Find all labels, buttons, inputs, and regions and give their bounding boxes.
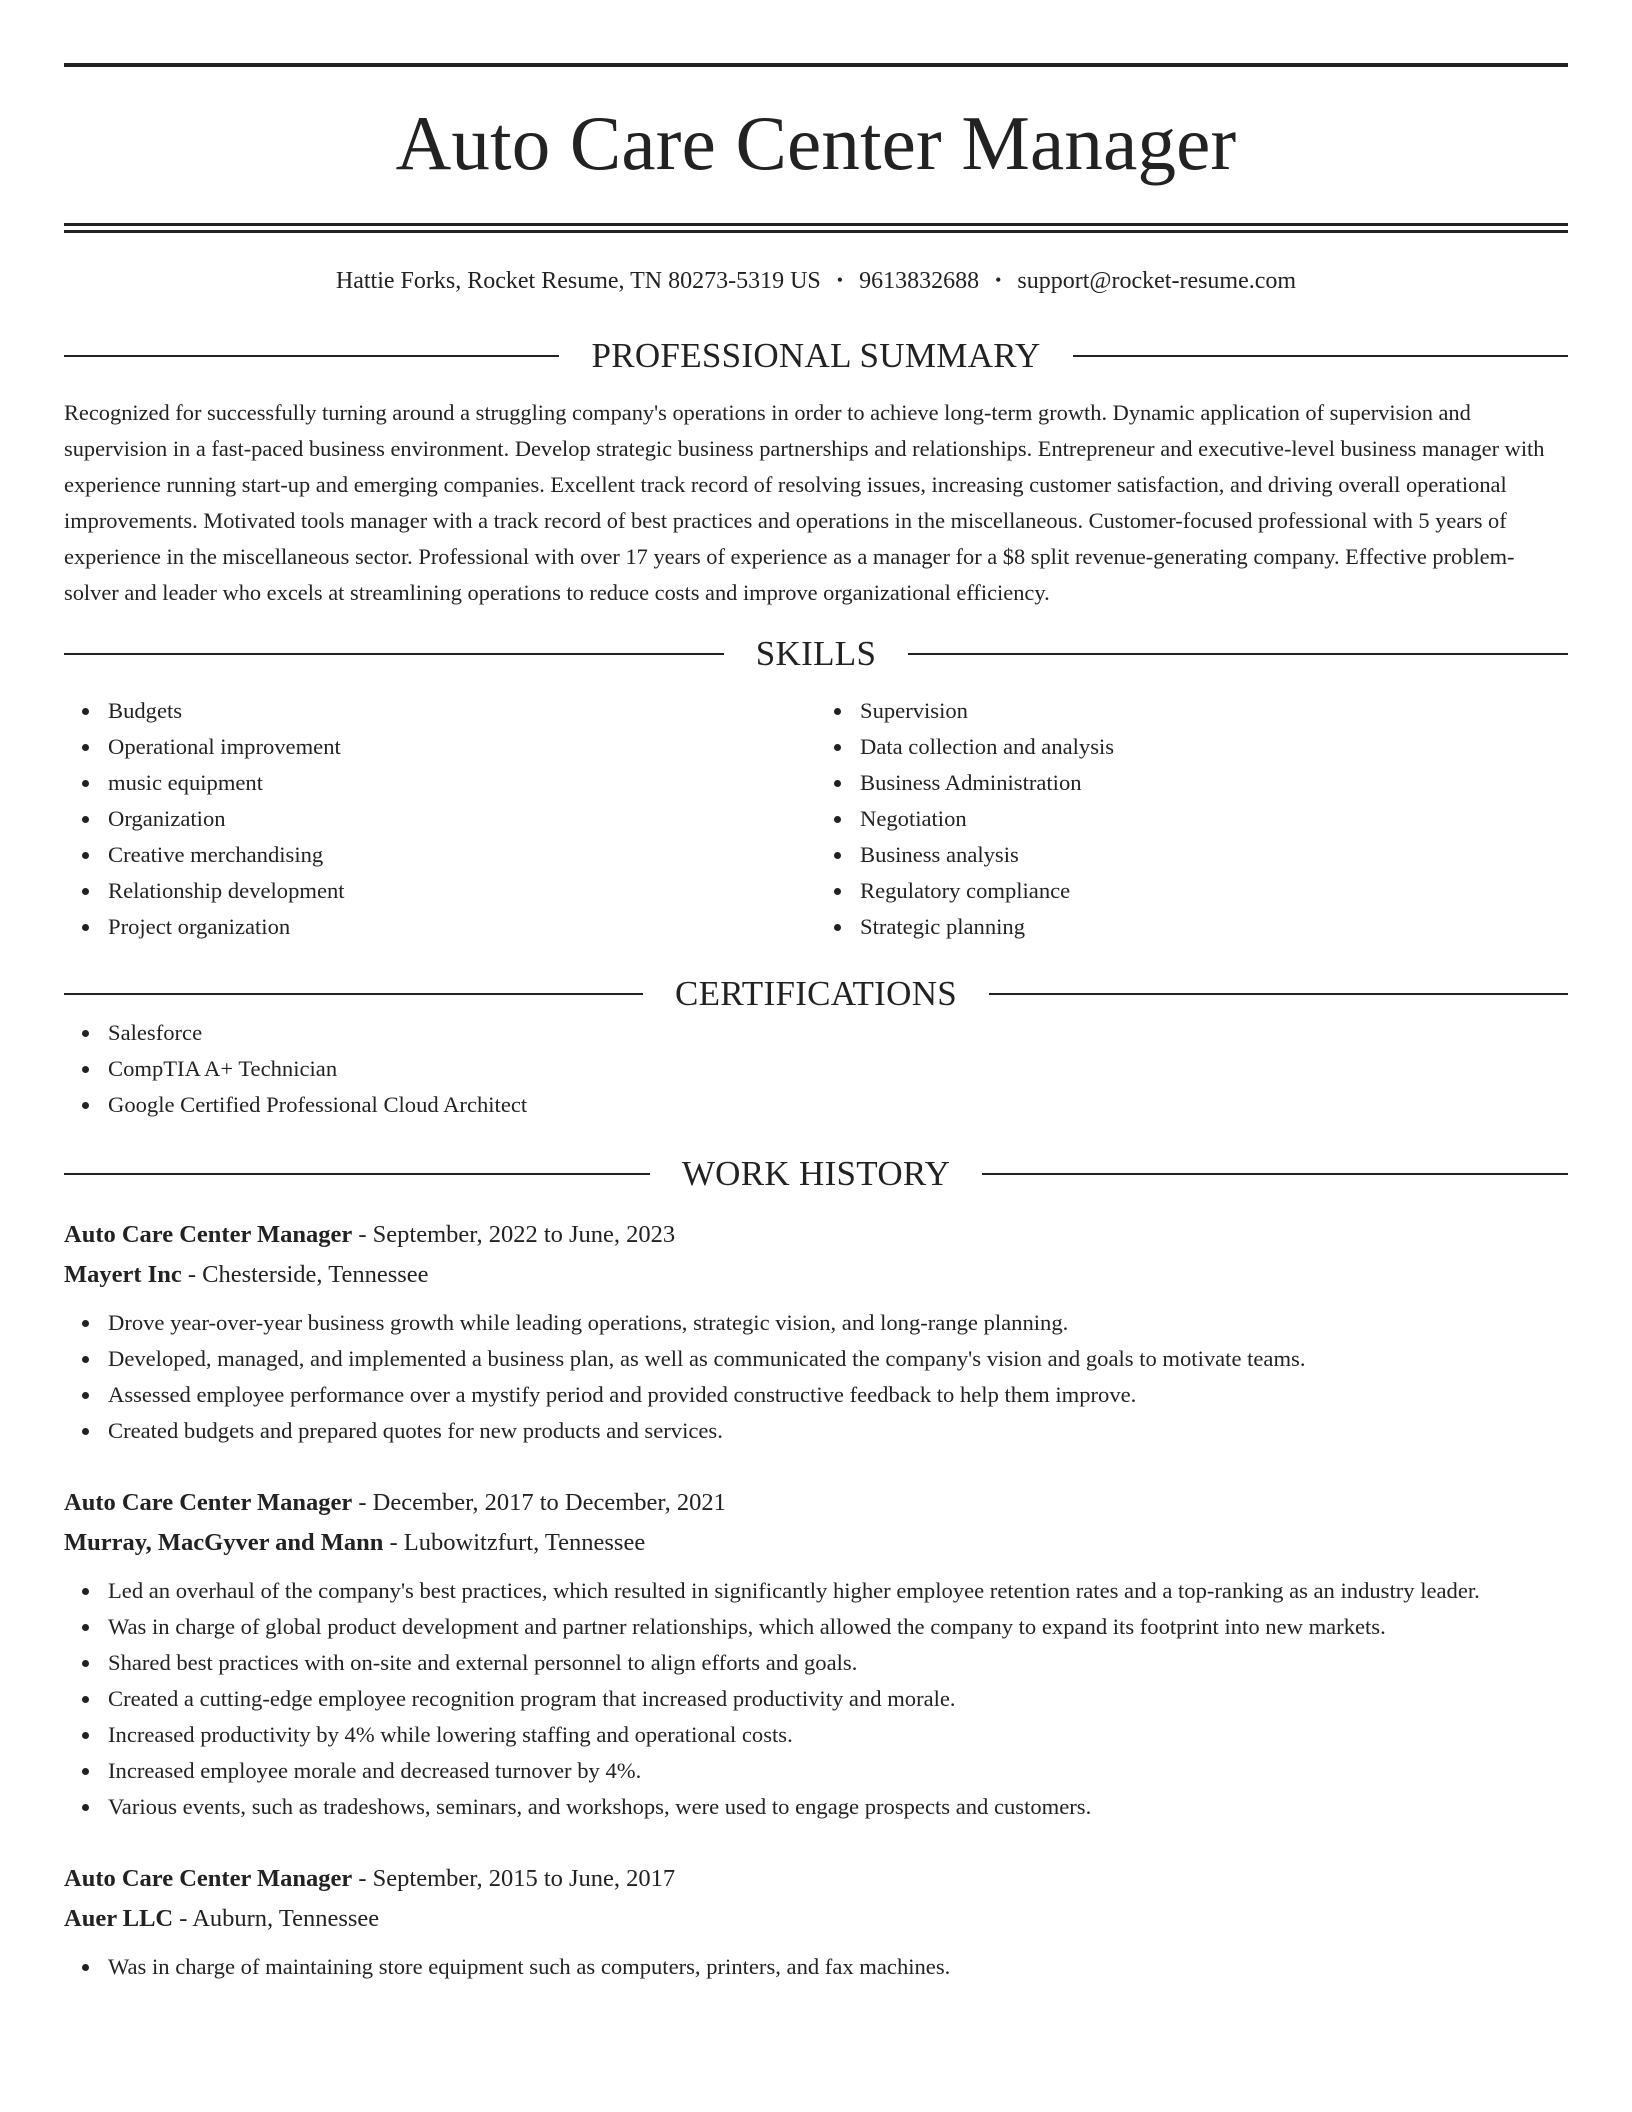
job-entry bbox=[64, 1483, 1568, 1825]
work-history-list bbox=[64, 1215, 1568, 1985]
top-rule bbox=[64, 63, 1568, 67]
job-company: Auer LLC bbox=[64, 1905, 174, 1932]
skill-item: Project organization bbox=[108, 909, 816, 945]
job-bullets bbox=[64, 1573, 1568, 1825]
skill-item: Strategic planning bbox=[860, 909, 1568, 945]
skill-item: Operational improvement bbox=[108, 729, 816, 765]
section-title-work-history: WORK HISTORY bbox=[681, 1154, 951, 1193]
summary-paragraph: Recognized for successfully turning around a struggling company's operations in order to achieve long-term growth. Dynamic application of supervision and supervision in a fast-paced business environment. Develop strategic business partnerships and relationships. Entrepreneur and executive-level business manager with experience running start-up and emerging companies. Excellent track record of resolving issues, increasing customer satisfaction, and driving overall operational improvements. Motivated tools manager with a track record of best practices and operations in the miscellaneous. Customer-focused professional with 5 years of experience in the miscellaneous sector. Professional with over 17 years of experience as a manager for a $8 split revenue-generating company. Effective problem-solver and leader who excels at streamlining operations to reduce costs and improve organizational efficiency. bbox=[64, 400, 1545, 605]
job-bullet: Developed, managed, and implemented a business plan, as well as communicated the company's vision and goals to motivate teams. bbox=[108, 1341, 1568, 1377]
heading-rule-right bbox=[1073, 355, 1568, 357]
contact-email: support@rocket-resume.com bbox=[1017, 268, 1297, 294]
job-bullets bbox=[64, 1949, 1568, 1985]
section-title-certifications: CERTIFICATIONS bbox=[674, 974, 958, 1013]
heading-rule-left bbox=[64, 1173, 650, 1175]
contact-line bbox=[64, 267, 1568, 295]
job-bullet: Created budgets and prepared quotes for new products and services. bbox=[108, 1413, 1568, 1449]
job-bullet: Drove year-over-year business growth while leading operations, strategic vision, and long-range planning. bbox=[108, 1305, 1568, 1341]
heading-rule-left bbox=[64, 993, 643, 995]
job-title-line bbox=[64, 1859, 1568, 1899]
job-company-line bbox=[64, 1523, 1568, 1563]
title-double-rule bbox=[64, 223, 1568, 233]
job-bullet: Was in charge of global product development and partner relationships, which allowed the company to expand its footprint into new markets. bbox=[108, 1609, 1568, 1645]
job-bullet: Was in charge of maintaining store equipment such as computers, printers, and fax machines. bbox=[108, 1949, 1568, 1985]
section-heading-work-history bbox=[64, 1153, 1568, 1195]
heading-rule-left bbox=[64, 653, 724, 655]
job-position: Auto Care Center Manager bbox=[64, 1489, 353, 1516]
contact-separator: • bbox=[836, 270, 844, 290]
contact-separator: • bbox=[995, 270, 1002, 290]
job-dates: - September, 2015 to June, 2017 bbox=[352, 1865, 676, 1892]
job-company: Mayert Inc bbox=[64, 1261, 182, 1288]
section-title-summary: PROFESSIONAL SUMMARY bbox=[591, 336, 1041, 375]
job-bullet: Shared best practices with on-site and external personnel to align efforts and goals. bbox=[108, 1645, 1568, 1681]
heading-rule-right bbox=[982, 1173, 1568, 1175]
heading-rule-right bbox=[989, 993, 1568, 995]
skills-columns bbox=[64, 693, 1568, 945]
certification-item: Salesforce bbox=[108, 1015, 1568, 1051]
job-title-line bbox=[64, 1215, 1568, 1255]
skill-item: Data collection and analysis bbox=[860, 729, 1568, 765]
section-heading-certifications bbox=[64, 973, 1568, 1015]
job-dates: - December, 2017 to December, 2021 bbox=[352, 1489, 726, 1516]
job-company-line bbox=[64, 1899, 1568, 1939]
job-entry bbox=[64, 1859, 1568, 1985]
skill-item: Budgets bbox=[108, 693, 816, 729]
job-bullet: Created a cutting-edge employee recognition program that increased productivity and morale. bbox=[108, 1681, 1568, 1717]
skill-item: Creative merchandising bbox=[108, 837, 816, 873]
contact-phone: 9613832688 bbox=[859, 268, 980, 294]
job-bullets bbox=[64, 1305, 1568, 1449]
job-location: - Chesterside, Tennessee bbox=[181, 1261, 429, 1288]
resume-title: Auto Care Center Manager bbox=[395, 100, 1237, 186]
certification-item: CompTIA A+ Technician bbox=[108, 1051, 1568, 1087]
job-bullet: Assessed employee performance over a mystify period and provided constructive feedback to help them improve. bbox=[108, 1377, 1568, 1413]
skill-item: Organization bbox=[108, 801, 816, 837]
skill-item: Relationship development bbox=[108, 873, 816, 909]
job-entry bbox=[64, 1215, 1568, 1449]
skills-list-right bbox=[816, 693, 1568, 945]
job-bullet: Increased employee morale and decreased turnover by 4%. bbox=[108, 1753, 1568, 1789]
skill-item: Business Administration bbox=[860, 765, 1568, 801]
heading-rule-left bbox=[64, 355, 559, 357]
job-position: Auto Care Center Manager bbox=[64, 1221, 353, 1248]
heading-rule-right bbox=[908, 653, 1568, 655]
certification-item: Google Certified Professional Cloud Architect bbox=[108, 1087, 1568, 1123]
job-bullet: Increased productivity by 4% while lowering staffing and operational costs. bbox=[108, 1717, 1568, 1753]
skill-item: Business analysis bbox=[860, 837, 1568, 873]
skills-list-left bbox=[64, 693, 816, 945]
job-location: - Auburn, Tennessee bbox=[173, 1905, 380, 1932]
job-bullet: Various events, such as tradeshows, seminars, and workshops, were used to engage prospects and customers. bbox=[108, 1789, 1568, 1825]
job-title-line bbox=[64, 1483, 1568, 1523]
certifications-list bbox=[64, 1015, 1568, 1123]
job-bullet: Led an overhaul of the company's best practices, which resulted in significantly higher employee retention rates and a top-ranking as an industry leader. bbox=[108, 1573, 1568, 1609]
job-dates: - September, 2022 to June, 2023 bbox=[352, 1221, 676, 1248]
section-title-skills: SKILLS bbox=[755, 634, 877, 673]
skill-item: music equipment bbox=[108, 765, 816, 801]
skill-item: Negotiation bbox=[860, 801, 1568, 837]
skill-item: Supervision bbox=[860, 693, 1568, 729]
skill-item: Regulatory compliance bbox=[860, 873, 1568, 909]
job-position: Auto Care Center Manager bbox=[64, 1865, 353, 1892]
job-company-line bbox=[64, 1255, 1568, 1295]
contact-address: Hattie Forks, Rocket Resume, TN 80273-5319 US bbox=[335, 268, 821, 294]
job-company: Murray, MacGyver and Mann bbox=[64, 1529, 384, 1556]
section-heading-summary bbox=[64, 335, 1568, 377]
section-heading-skills bbox=[64, 633, 1568, 675]
job-location: - Lubowitzfurt, Tennessee bbox=[383, 1529, 646, 1556]
